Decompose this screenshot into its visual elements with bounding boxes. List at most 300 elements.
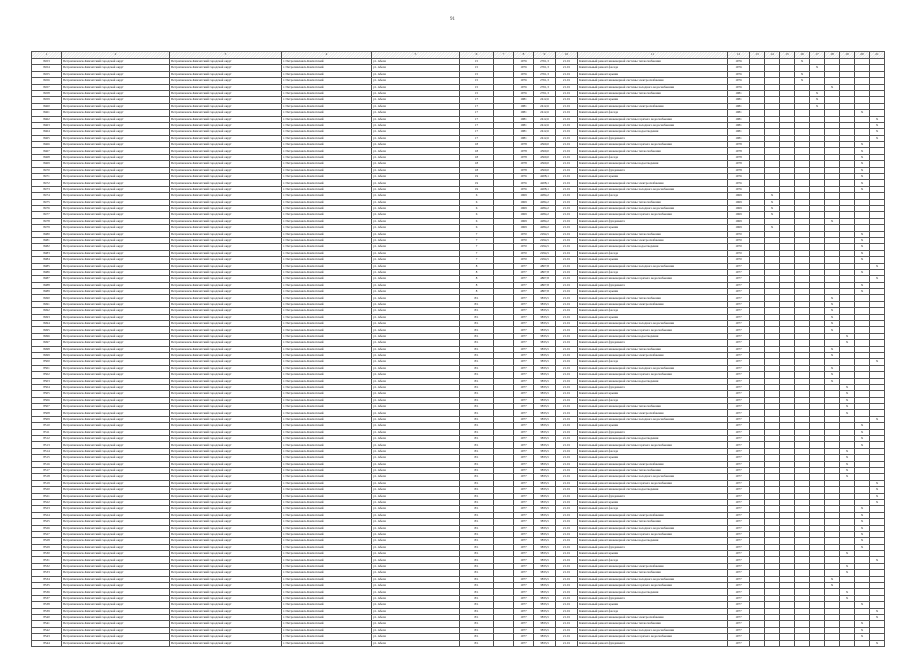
area-cell: 3833,5 (534, 589, 556, 595)
house-cell: 8/1 (460, 551, 494, 557)
municipality-cell: Петропавловск-Камчатский городской округ (170, 289, 282, 295)
row-id-cell: 8482 (32, 244, 62, 250)
mark-cell: X (840, 340, 855, 346)
area-cell: 4284,2 (534, 225, 556, 231)
mark-cell: X (855, 180, 870, 186)
mark-cell: X (840, 461, 855, 467)
plan-year-cell: 1977 (728, 602, 750, 608)
mark-cell: X (870, 416, 885, 422)
row-id-cell: 8524 (32, 512, 62, 518)
area-cell: 3833,5 (534, 442, 556, 448)
area-cell: 2412,6 (534, 129, 556, 135)
plan-year-cell: 1977 (728, 563, 750, 569)
area-cell: 2294,5 (534, 237, 556, 243)
column-header: 20 (855, 52, 870, 59)
year-cell: 1977 (514, 314, 534, 320)
municipality-cell: Петропавловск-Камчатский городской округ (170, 212, 282, 218)
year-cell: 1977 (514, 384, 534, 390)
house-cell: 8/1 (460, 570, 494, 576)
work-type-cell: Капитальный ремонт фасада (578, 397, 728, 403)
work-type-cell: Капитальный ремонт крыши (578, 455, 728, 461)
row-id-cell: 8530 (32, 551, 62, 557)
municipality-cell: Петропавловск-Камчатский городской округ (170, 199, 282, 205)
row-id-cell: 8543 (32, 634, 62, 640)
municipality-cell: Петропавловск-Камчатский городской округ (170, 65, 282, 71)
settlement-cell: г. Петропавловск-Камчатский (282, 519, 372, 525)
street-cell: ул. Абеля (372, 589, 460, 595)
region-cell: Петропавловск-Камчатский городской округ (62, 308, 170, 314)
settlement-cell: г. Петропавловск-Камчатский (282, 289, 372, 295)
work-type-cell: Капитальный ремонт инженерной системы водоотведения (578, 436, 728, 442)
year-cell: 1977 (514, 493, 534, 499)
area-cell: 3833,5 (534, 448, 556, 454)
year-cell: 1977 (514, 621, 534, 627)
work-type-cell: Капитальный ремонт крыши (578, 551, 728, 557)
plan-year-cell: 1977 (728, 506, 750, 512)
plan-year-cell: 1977 (728, 416, 750, 422)
plan-year-cell: 1977 (728, 289, 750, 295)
year-cell: 1981 (514, 135, 534, 141)
region-cell: Петропавловск-Камчатский городской округ (62, 474, 170, 480)
area-cell: 4284,2 (534, 205, 556, 211)
area-cell: 4560,0 (534, 167, 556, 173)
settlement-cell: г. Петропавловск-Камчатский (282, 295, 372, 301)
street-cell: ул. Абеля (372, 512, 460, 518)
plan-year-cell: 1978 (728, 161, 750, 167)
year-cell: 1977 (514, 576, 534, 582)
plan-year-cell: 1977 (728, 308, 750, 314)
code-cell: 21.01 (556, 250, 578, 256)
house-cell: 8/1 (460, 314, 494, 320)
area-cell: 3833,5 (534, 583, 556, 589)
code-cell: 21.01 (556, 148, 578, 154)
work-type-cell: Капитальный ремонт инженерной системы теплоснабжения (578, 90, 728, 96)
house-cell: 6 (460, 205, 494, 211)
street-cell: ул. Абеля (372, 365, 460, 371)
house-cell: 6 (460, 193, 494, 199)
municipality-cell: Петропавловск-Камчатский городской округ (170, 519, 282, 525)
plan-year-cell: 1977 (728, 640, 750, 646)
plan-year-cell: 1977 (728, 551, 750, 557)
plan-year-cell: 1977 (728, 621, 750, 627)
area-cell: 2294,5 (534, 257, 556, 263)
settlement-cell: г. Петропавловск-Камчатский (282, 116, 372, 122)
code-cell: 21.01 (556, 116, 578, 122)
row-id-cell: 8532 (32, 563, 62, 569)
year-cell: 1969 (514, 205, 534, 211)
settlement-cell: г. Петропавловск-Камчатский (282, 640, 372, 646)
street-cell: ул. Абеля (372, 576, 460, 582)
settlement-cell: г. Петропавловск-Камчатский (282, 59, 372, 65)
municipality-cell: Петропавловск-Камчатский городской округ (170, 634, 282, 640)
mark-cell: X (855, 423, 870, 429)
mark-cell: X (810, 90, 825, 96)
work-type-cell: Капитальный ремонт инженерной системы горячего водоснабжения (578, 276, 728, 282)
settlement-cell: г. Петропавловск-Камчатский (282, 608, 372, 614)
row-id-cell: 8534 (32, 576, 62, 582)
code-cell: 21.01 (556, 538, 578, 544)
code-cell: 21.01 (556, 378, 578, 384)
municipality-cell: Петропавловск-Камчатский городской округ (170, 359, 282, 365)
year-cell: 1977 (514, 557, 534, 563)
mark-cell: X (840, 410, 855, 416)
row-id-cell: 8463 (32, 122, 62, 128)
house-cell: 15 (460, 84, 494, 90)
house-cell: 19 (460, 174, 494, 180)
region-cell: Петропавловск-Камчатский городской округ (62, 218, 170, 224)
mark-cell: X (855, 244, 870, 250)
column-header: 21 (870, 52, 885, 59)
row-id-cell: 8511 (32, 429, 62, 435)
mark-cell: X (870, 129, 885, 135)
plan-year-cell: 1977 (728, 365, 750, 371)
code-cell: 21.01 (556, 212, 578, 218)
work-type-cell: Капитальный ремонт фасада (578, 448, 728, 454)
year-cell: 1969 (514, 212, 534, 218)
row-id-cell: 8544 (32, 640, 62, 646)
work-type-cell: Капитальный ремонт инженерной системы электроснабжения (578, 78, 728, 84)
street-cell: ул. Абеля (372, 314, 460, 320)
year-cell: 1978 (514, 148, 534, 154)
area-cell: 3833,5 (534, 595, 556, 601)
work-type-cell: Капитальный ремонт инженерной системы холодного водоснабжения (578, 474, 728, 480)
municipality-cell: Петропавловск-Камчатский городской округ (170, 244, 282, 250)
mark-cell: X (810, 65, 825, 71)
year-cell: 1977 (514, 468, 534, 474)
area-cell: 3833,5 (534, 455, 556, 461)
area-cell: 2761,3 (534, 65, 556, 71)
settlement-cell: г. Петропавловск-Камчатский (282, 218, 372, 224)
region-cell: Петропавловск-Камчатский городской округ (62, 627, 170, 633)
plan-year-cell: 1977 (728, 544, 750, 550)
region-cell: Петропавловск-Камчатский городской округ (62, 493, 170, 499)
street-cell: ул. Абеля (372, 212, 460, 218)
municipality-cell: Петропавловск-Камчатский городской округ (170, 295, 282, 301)
mark-cell: X (870, 263, 885, 269)
area-cell: 2412,6 (534, 116, 556, 122)
area-cell: 3833,5 (534, 423, 556, 429)
plan-year-cell: 1977 (728, 301, 750, 307)
settlement-cell: г. Петропавловск-Камчатский (282, 512, 372, 518)
house-cell: 8/1 (460, 461, 494, 467)
plan-year-cell: 1977 (728, 570, 750, 576)
code-cell: 21.01 (556, 122, 578, 128)
year-cell: 1981 (514, 110, 534, 116)
settlement-cell: г. Петропавловск-Камчатский (282, 71, 372, 77)
page-number: 91 (450, 17, 455, 22)
mark-cell: X (855, 531, 870, 537)
year-cell: 1977 (514, 327, 534, 333)
code-cell: 21.01 (556, 468, 578, 474)
work-type-cell: Капитальный ремонт инженерной системы теплоснабжения (578, 231, 728, 237)
region-cell: Петропавловск-Камчатский городской округ (62, 423, 170, 429)
street-cell: ул. Абеля (372, 282, 460, 288)
municipality-cell: Петропавловск-Камчатский городской округ (170, 557, 282, 563)
work-type-cell: Капитальный ремонт инженерной системы водоотведения (578, 244, 728, 250)
house-cell: 8/1 (460, 295, 494, 301)
row-id-cell: 8458 (32, 90, 62, 96)
plan-year-cell: 1977 (728, 429, 750, 435)
work-type-cell: Капитальный ремонт инженерной системы горячего водоснабжения (578, 480, 728, 486)
row-id-cell: 8502 (32, 372, 62, 378)
municipality-cell: Петропавловск-Камчатский городской округ (170, 461, 282, 467)
row-id-cell: 8496 (32, 333, 62, 339)
street-cell: ул. Абеля (372, 97, 460, 103)
region-cell: Петропавловск-Камчатский городской округ (62, 455, 170, 461)
region-cell: Петропавловск-Камчатский городской округ (62, 212, 170, 218)
street-cell: ул. Абеля (372, 218, 460, 224)
work-type-cell: Капитальный ремонт фундамента (578, 384, 728, 390)
municipality-cell: Петропавловск-Камчатский городской округ (170, 154, 282, 160)
year-cell: 1977 (514, 487, 534, 493)
year-cell: 1977 (514, 595, 534, 601)
area-cell: 4560,0 (534, 161, 556, 167)
work-type-cell: Капитальный ремонт крыши (578, 97, 728, 103)
municipality-cell: Петропавловск-Камчатский городской округ (170, 161, 282, 167)
municipality-cell: Петропавловск-Камчатский городской округ (170, 551, 282, 557)
plan-year-cell: 1977 (728, 474, 750, 480)
year-cell: 1977 (514, 436, 534, 442)
code-cell: 21.01 (556, 186, 578, 192)
code-cell: 21.01 (556, 416, 578, 422)
settlement-cell: г. Петропавловск-Камчатский (282, 97, 372, 103)
column-header: 5 (372, 52, 460, 59)
year-cell: 1977 (514, 563, 534, 569)
municipality-cell: Петропавловск-Камчатский городской округ (170, 538, 282, 544)
mark-cell: X (840, 333, 855, 339)
mark-cell: X (870, 493, 885, 499)
house-cell: 8 (460, 276, 494, 282)
settlement-cell: г. Петропавловск-Камчатский (282, 448, 372, 454)
municipality-cell: Петропавловск-Камчатский городской округ (170, 180, 282, 186)
row-id-cell: 8479 (32, 225, 62, 231)
settlement-cell: г. Петропавловск-Камчатский (282, 429, 372, 435)
row-id-cell: 8478 (32, 218, 62, 224)
municipality-cell: Петропавловск-Камчатский городской округ (170, 103, 282, 109)
area-cell: 3833,5 (534, 614, 556, 620)
column-header: 4 (282, 52, 372, 59)
area-cell: 3833,5 (534, 404, 556, 410)
code-cell: 21.01 (556, 59, 578, 65)
work-type-cell: Капитальный ремонт фасада (578, 193, 728, 199)
work-type-cell: Капитальный ремонт инженерной системы водоотведения (578, 589, 728, 595)
house-cell: 8/1 (460, 308, 494, 314)
row-id-cell: 8506 (32, 397, 62, 403)
work-type-cell: Капитальный ремонт крыши (578, 225, 728, 231)
code-cell: 21.01 (556, 352, 578, 358)
municipality-cell: Петропавловск-Камчатский городской округ (170, 352, 282, 358)
area-cell: 4208,1 (534, 180, 556, 186)
house-cell: 18 (460, 142, 494, 148)
plan-year-cell: 1977 (728, 487, 750, 493)
settlement-cell: г. Петропавловск-Камчатский (282, 563, 372, 569)
area-cell: 3833,5 (534, 506, 556, 512)
settlement-cell: г. Петропавловск-Камчатский (282, 576, 372, 582)
municipality-cell: Петропавловск-Камчатский городской округ (170, 333, 282, 339)
street-cell: ул. Абеля (372, 487, 460, 493)
code-cell: 21.01 (556, 71, 578, 77)
work-type-cell: Капитальный ремонт крыши (578, 423, 728, 429)
plan-year-cell: 1977 (728, 595, 750, 601)
house-cell: 8/1 (460, 404, 494, 410)
street-cell: ул. Абеля (372, 321, 460, 327)
row-id-cell: 8490 (32, 295, 62, 301)
street-cell: ул. Абеля (372, 544, 460, 550)
street-cell: ул. Абеля (372, 563, 460, 569)
house-cell: 8/1 (460, 621, 494, 627)
settlement-cell: г. Петропавловск-Камчатский (282, 365, 372, 371)
area-cell: 3833,5 (534, 378, 556, 384)
area-cell: 2761,3 (534, 84, 556, 90)
region-cell: Петропавловск-Камчатский городской округ (62, 640, 170, 646)
year-cell: 1977 (514, 583, 534, 589)
house-cell: 8/1 (460, 416, 494, 422)
row-id-cell: 8540 (32, 614, 62, 620)
plan-year-cell: 1981 (728, 103, 750, 109)
code-cell: 21.01 (556, 84, 578, 90)
column-header: 12 (728, 52, 750, 59)
work-type-cell: Капитальный ремонт фундамента (578, 493, 728, 499)
house-cell: 8 (460, 269, 494, 275)
plan-year-cell: 1976 (728, 78, 750, 84)
house-cell: 6 (460, 199, 494, 205)
row-id-cell: 8465 (32, 135, 62, 141)
code-cell: 21.01 (556, 614, 578, 620)
area-cell: 2761,3 (534, 78, 556, 84)
municipality-cell: Петропавловск-Камчатский городской округ (170, 423, 282, 429)
house-cell: 17 (460, 129, 494, 135)
plan-year-cell: 1969 (728, 193, 750, 199)
work-type-cell: Капитальный ремонт инженерной системы холодного водоснабжения (578, 627, 728, 633)
region-cell: Петропавловск-Камчатский городской округ (62, 570, 170, 576)
mark-cell: X (870, 276, 885, 282)
house-cell: 8/1 (460, 384, 494, 390)
house-cell: 18 (460, 154, 494, 160)
region-cell: Петропавловск-Камчатский городской округ (62, 122, 170, 128)
year-cell: 1977 (514, 352, 534, 358)
mark-cell: X (855, 289, 870, 295)
house-cell: 17 (460, 97, 494, 103)
settlement-cell: г. Петропавловск-Камчатский (282, 237, 372, 243)
house-cell: 7 (460, 257, 494, 263)
year-cell: 1977 (514, 295, 534, 301)
code-cell: 21.01 (556, 218, 578, 224)
settlement-cell: г. Петропавловск-Камчатский (282, 276, 372, 282)
code-cell: 21.01 (556, 346, 578, 352)
municipality-cell: Петропавловск-Камчатский городской округ (170, 429, 282, 435)
year-cell: 1976 (514, 59, 534, 65)
region-cell: Петропавловск-Камчатский городской округ (62, 205, 170, 211)
settlement-cell: г. Петропавловск-Камчатский (282, 589, 372, 595)
row-id-cell: 8473 (32, 186, 62, 192)
mark-cell: X (825, 365, 840, 371)
work-type-cell: Капитальный ремонт инженерной системы водоотведения (578, 129, 728, 135)
code-cell: 21.01 (556, 544, 578, 550)
house-cell: 17 (460, 110, 494, 116)
mark-cell: X (840, 448, 855, 454)
region-cell: Петропавловск-Камчатский городской округ (62, 614, 170, 620)
region-cell: Петропавловск-Камчатский городской округ (62, 180, 170, 186)
region-cell: Петропавловск-Камчатский городской округ (62, 531, 170, 537)
house-cell: 7 (460, 250, 494, 256)
region-cell: Петропавловск-Камчатский городской округ (62, 557, 170, 563)
region-cell: Петропавловск-Камчатский городской округ (62, 301, 170, 307)
row-id-cell: 8472 (32, 180, 62, 186)
house-cell: 8/1 (460, 583, 494, 589)
region-cell: Петропавловск-Камчатский городской округ (62, 468, 170, 474)
work-type-cell: Капитальный ремонт инженерной системы водоотведения (578, 487, 728, 493)
house-cell: 8/1 (460, 372, 494, 378)
year-cell: 1977 (514, 640, 534, 646)
region-cell: Петропавловск-Камчатский городской округ (62, 499, 170, 505)
work-type-cell: Капитальный ремонт инженерной системы электроснабжения (578, 237, 728, 243)
area-cell: 4560,0 (534, 148, 556, 154)
code-cell: 21.01 (556, 161, 578, 167)
area-cell: 3833,5 (534, 365, 556, 371)
mark-cell: X (855, 436, 870, 442)
area-cell: 4807,8 (534, 263, 556, 269)
municipality-cell: Петропавловск-Камчатский городской округ (170, 614, 282, 620)
house-cell: 15 (460, 90, 494, 96)
street-cell: ул. Абеля (372, 474, 460, 480)
code-cell: 21.01 (556, 404, 578, 410)
street-cell: ул. Абеля (372, 455, 460, 461)
plan-year-cell: 1977 (728, 627, 750, 633)
house-cell: 8/1 (460, 340, 494, 346)
settlement-cell: г. Петропавловск-Камчатский (282, 634, 372, 640)
municipality-cell: Петропавловск-Камчатский городской округ (170, 474, 282, 480)
region-cell: Петропавловск-Камчатский городской округ (62, 84, 170, 90)
work-type-cell: Капитальный ремонт инженерной системы теплоснабжения (578, 621, 728, 627)
municipality-cell: Петропавловск-Камчатский городской округ (170, 84, 282, 90)
house-cell: 8/1 (460, 423, 494, 429)
work-type-cell: Капитальный ремонт инженерной системы теплоснабжения (578, 404, 728, 410)
year-cell: 1977 (514, 461, 534, 467)
settlement-cell: г. Петропавловск-Камчатский (282, 205, 372, 211)
mark-cell: X (870, 608, 885, 614)
street-cell: ул. Абеля (372, 327, 460, 333)
row-id-cell: 8468 (32, 154, 62, 160)
mark-cell: X (765, 212, 780, 218)
settlement-cell: г. Петропавловск-Камчатский (282, 282, 372, 288)
column-header: 14 (765, 52, 780, 59)
settlement-cell: г. Петропавловск-Камчатский (282, 110, 372, 116)
register-table (31, 51, 885, 647)
plan-year-cell: 1977 (728, 410, 750, 416)
table-body (32, 59, 885, 647)
house-cell: 8/1 (460, 397, 494, 403)
mark-cell: X (795, 78, 810, 84)
code-cell: 21.01 (556, 359, 578, 365)
work-type-cell: Капитальный ремонт инженерной системы горячего водоснабжения (578, 142, 728, 148)
mark-cell: X (855, 110, 870, 116)
plan-year-cell: 1977 (728, 372, 750, 378)
plan-year-cell: 1981 (728, 116, 750, 122)
work-type-cell: Капитальный ремонт крыши (578, 289, 728, 295)
settlement-cell: г. Петропавловск-Камчатский (282, 327, 372, 333)
area-cell: 3833,5 (534, 627, 556, 633)
municipality-cell: Петропавловск-Камчатский городской округ (170, 365, 282, 371)
region-cell: Петропавловск-Камчатский городской округ (62, 167, 170, 173)
plan-year-cell: 1981 (728, 110, 750, 116)
mark-cell: X (825, 295, 840, 301)
settlement-cell: г. Петропавловск-Камчатский (282, 161, 372, 167)
street-cell: ул. Абеля (372, 289, 460, 295)
street-cell: ул. Абеля (372, 199, 460, 205)
mark-cell: X (870, 557, 885, 563)
code-cell: 21.01 (556, 506, 578, 512)
row-id-cell: 8491 (32, 301, 62, 307)
